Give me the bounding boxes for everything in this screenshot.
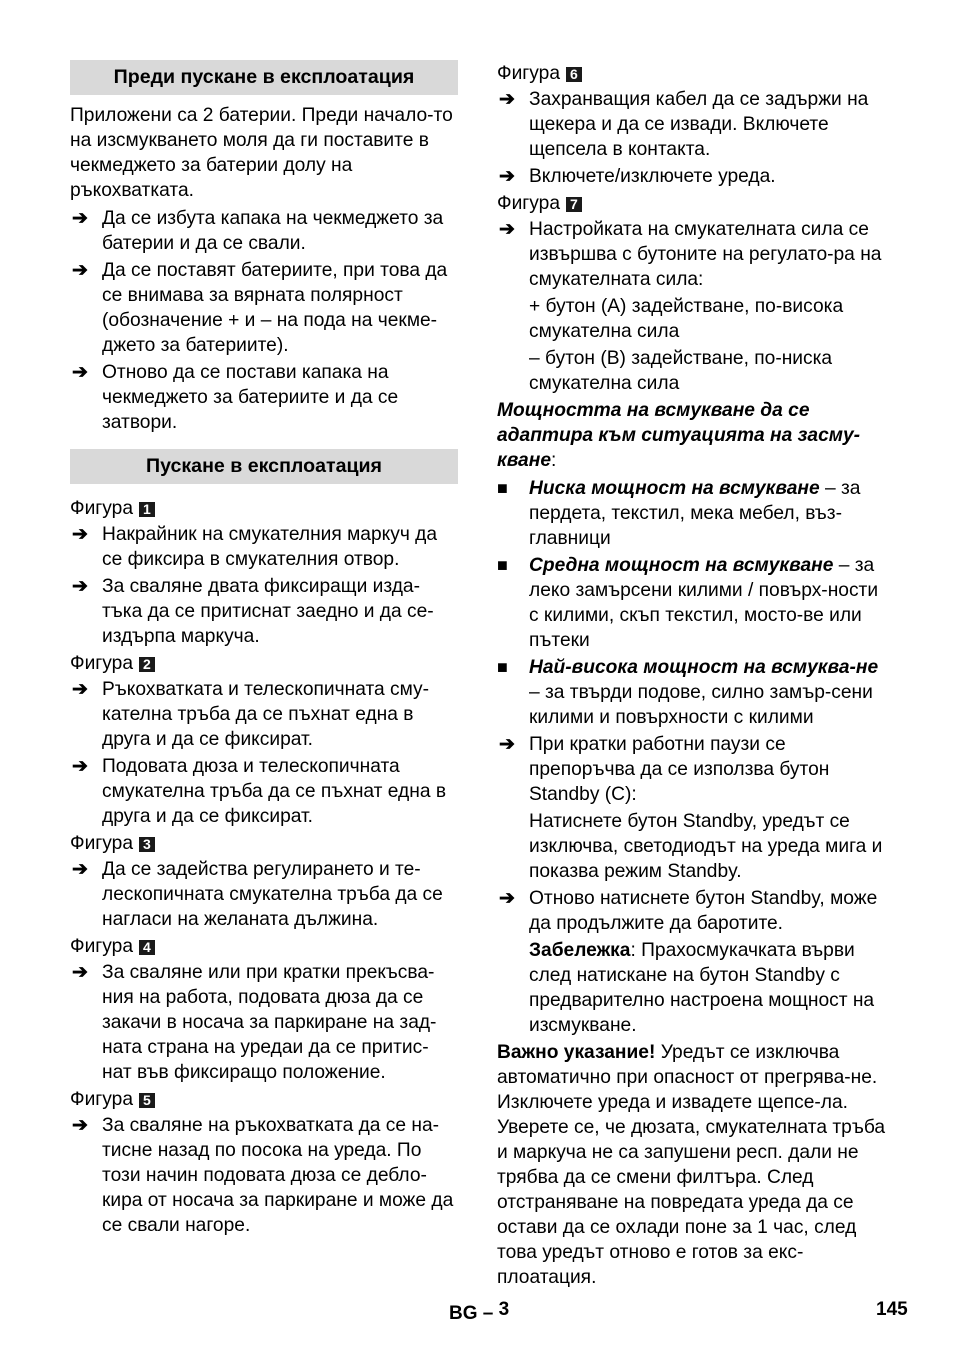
arrow-icon: ➔ xyxy=(72,208,88,229)
language-page-code: BG – 3 xyxy=(449,1299,510,1324)
figure-number-badge: 1 xyxy=(139,502,155,517)
plus-button-note: + бутон (A) задействане, по-висока смукателна сила xyxy=(529,296,844,342)
figure-reference: Фигура 1 xyxy=(70,496,458,522)
arrow-icon: ➔ xyxy=(499,734,515,755)
list-item: ➔ За сваляне двата фиксиращи изда-тъка да се притиснат заедно и да се-издърпа маркуча. xyxy=(72,576,434,647)
figure-number-badge: 2 xyxy=(139,657,155,672)
arrow-icon: ➔ xyxy=(72,679,88,700)
arrow-icon: ➔ xyxy=(72,859,88,880)
list-item: ➔ За сваляне или при кратки прекъсва-ния на работа, подовата дюза да се закачи в носача за паркиране на зад-ната страна на уредаи да се притис-нат във фиксиращо положение. xyxy=(72,962,437,1083)
square-bullet-icon: ■ xyxy=(497,478,508,498)
standby-note: Натиснете бутон Standby, уредът се изключва, светодиодът на уреда мига и показва режим Standby. xyxy=(529,811,883,882)
arrow-icon: ➔ xyxy=(72,756,88,777)
figure-number-badge: 5 xyxy=(139,1093,155,1108)
figure-number-badge: 4 xyxy=(139,940,155,955)
figure-reference: Фигура 2 xyxy=(70,651,458,677)
left-column xyxy=(70,60,458,1240)
list-item: ➔ Отново да се постави капака на чекмеджето за батериите и да се затвори. xyxy=(72,362,399,433)
list-item: ■ Ниска мощност на всмукване – за пердета, текстил, мека мебел, въз-главници xyxy=(497,478,861,549)
list-item: ➔ Отново натиснете бутон Standby, може да продължите да баротите. xyxy=(499,888,878,934)
arrow-icon: ➔ xyxy=(499,166,515,187)
list-item: ➔ Захранващия кабел да се задържи на щекера и да се извади. Включете щепсела в контакта. xyxy=(499,89,869,160)
page-number: 145 xyxy=(876,1299,908,1320)
list-item: ➔ Да се избута капака на чекмеджето за батерии и да се свали. xyxy=(72,208,444,254)
figure-number-badge: 7 xyxy=(566,197,582,212)
figure-number-badge: 3 xyxy=(139,837,155,852)
right-column xyxy=(497,60,887,1293)
important-notice: Важно указание! Уредът се изключва автоматично при опасност от прегрява-не. Изключете уреда и извадете щепсе-ла. Уверете се, че дюзата, смукателната тръба и маркуча не са запушени респ. дали не трябва да се смени филтъра. След отстраняване на повредата уреда да се остави да се охлади поне за 1 час, след това уредът отново е готов за екс-плоатация. xyxy=(497,1042,886,1288)
intro-paragraph: Приложени са 2 батерии. Преди начало-то на изсмукването моля да ги поставите в чекмеджето за батерии долу на ръкохватката. xyxy=(70,105,453,201)
square-bullet-icon: ■ xyxy=(497,555,508,575)
figure-reference: Фигура 7 xyxy=(497,191,887,217)
list-item: ➔ Да се задейства регулирането и те-лескопичната смукателна тръба да се нагласи на желаната дължина. xyxy=(72,859,443,930)
figure-reference: Фигура 3 xyxy=(70,831,458,857)
figure-reference: Фигура 6 xyxy=(497,61,887,87)
list-item: ➔ При кратки работни паузи се препоръчва да се използва бутон Standby (C): xyxy=(499,734,830,805)
list-item: ■ Средна мощност на всмукване – за леко замърсени килими / повърх-ности с килими, скъп текстил, мосто-ве или пътеки xyxy=(497,555,879,651)
figure-reference: Фигура 5 xyxy=(70,1087,458,1113)
note-paragraph: Забележка: Прахосмукачката върви след натискане на бутон Standby с предварително настроена мощност на изсмукване. xyxy=(529,940,875,1036)
arrow-icon: ➔ xyxy=(72,524,88,545)
arrow-icon: ➔ xyxy=(72,260,88,281)
section-heading-before-start: Преди пускане в експлоатация xyxy=(70,60,458,95)
arrow-icon: ➔ xyxy=(72,1115,88,1136)
minus-button-note: – бутон (B) задействане, по-ниска смукателна сила xyxy=(529,348,833,394)
arrow-icon: ➔ xyxy=(499,888,515,909)
suction-power-heading: Мощността на всмукване да се адаптира към ситуацията на засму-кване: xyxy=(497,400,861,471)
figure-reference: Фигура 4 xyxy=(70,934,458,960)
list-item: ➔ Ръкохватката и телескопичната сму-кателна тръба да се пъхнат една в друга и да се фиксират. xyxy=(72,679,430,750)
square-bullet-icon: ■ xyxy=(497,657,508,677)
list-item: ➔ За сваляне на ръкохватката да се на-тисне назад по посока на уреда. По този начин подовата дюза се дебло-кира от носача за паркиране и може да се свали нагоре. xyxy=(72,1115,454,1236)
list-item: ■ Най-висока мощност на всмуква-не – за твърди подове, силно замър-сени килими и повърхности с килими xyxy=(497,657,879,728)
section-heading-start: Пускане в експлоатация xyxy=(70,449,458,484)
arrow-icon: ➔ xyxy=(72,362,88,383)
list-item: ➔ Включете/изключете уреда. xyxy=(499,166,776,187)
list-item: ➔ Подовата дюза и телескопичната смукателна тръба да се пъхнат една в друга и да се фиксират. xyxy=(72,756,447,827)
arrow-icon: ➔ xyxy=(72,576,88,597)
list-item: ➔ Настройката на смукателната сила се извършва с бутоните на регулато-ра на смукателната сила: xyxy=(499,219,882,290)
list-item: ➔ Да се поставят батериите, при това да се внимава за вярната полярност (обозначение + и – на пода на чекме-джето за батериите). xyxy=(72,260,448,356)
figure-number-badge: 6 xyxy=(566,67,582,82)
arrow-icon: ➔ xyxy=(499,89,515,110)
list-item: ➔ Накрайник на смукателния маркуч да се фиксира в смукателния отвор. xyxy=(72,524,438,570)
arrow-icon: ➔ xyxy=(72,962,88,983)
arrow-icon: ➔ xyxy=(499,219,515,240)
